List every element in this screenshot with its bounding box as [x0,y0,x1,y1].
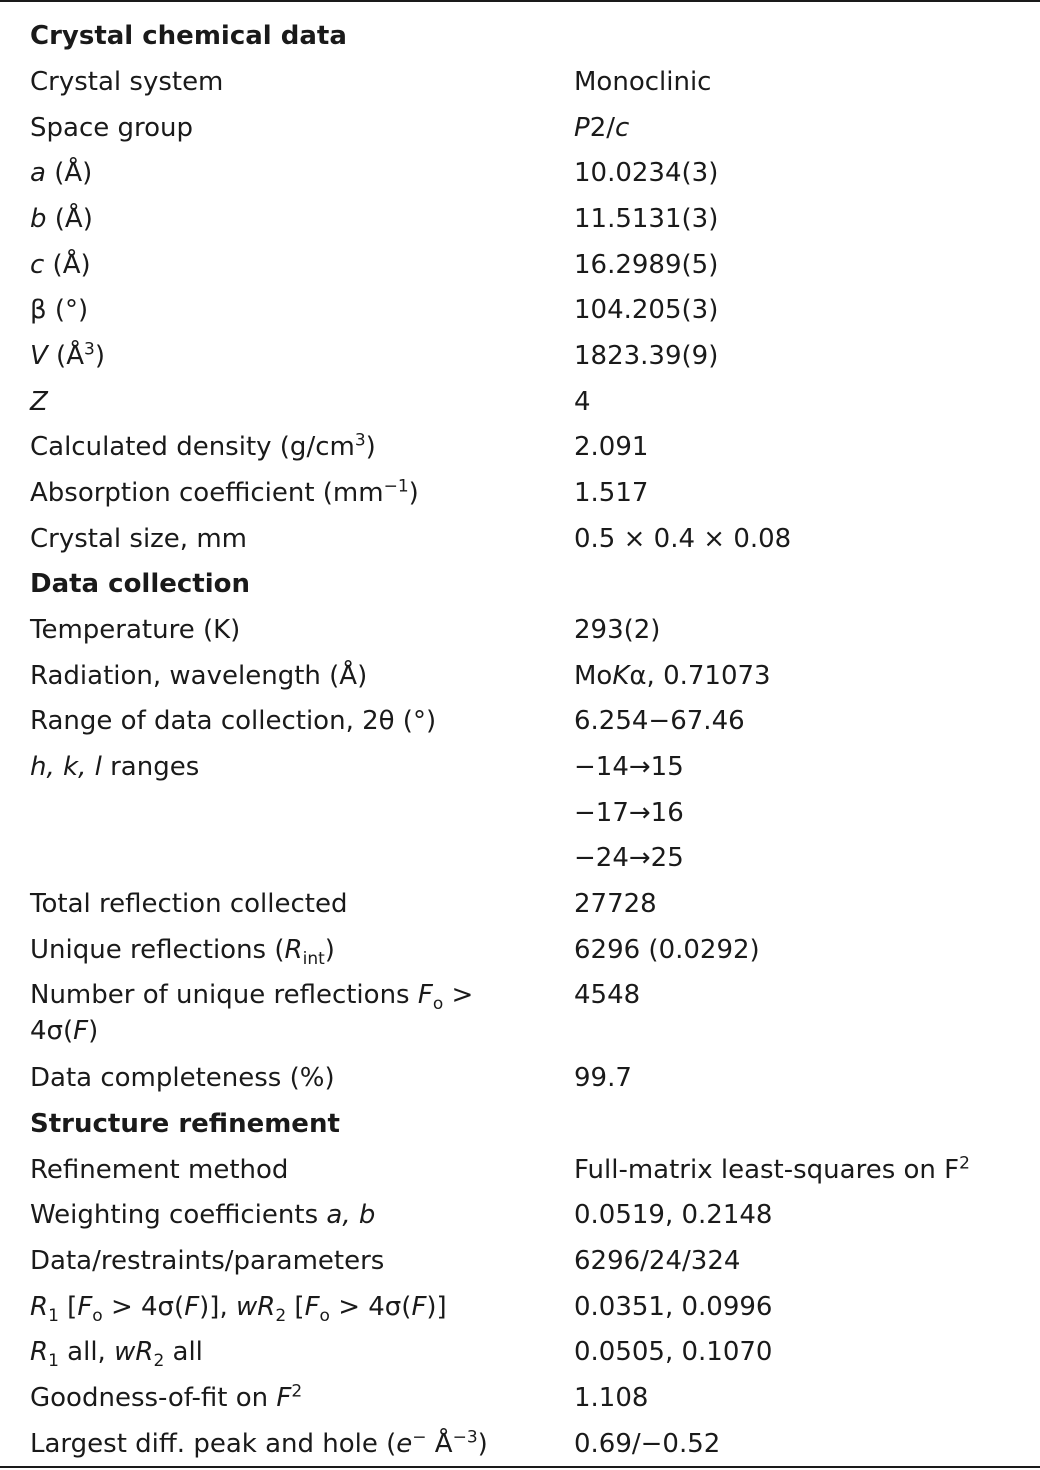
row-label: Unique reflections $(R_{int})$ [30,935,335,970]
section-label: Crystal chemical data [30,21,347,51]
row-value: 16.2989(5) [574,250,719,280]
row-value: 6296/24/324 [574,1246,741,1276]
row-label: Goodness-of-fit on $F^2$ [30,1381,303,1413]
section-label: Structure refinement [30,1109,340,1139]
row-label: Crystal size, mm [30,524,247,554]
row-label: Calculated density $(g/cm^3)$ [30,430,376,462]
row-label: c (Å) [30,250,91,280]
row-value: 4548 [574,980,641,1010]
row-label: V $(Å^3)$ [30,339,105,371]
row-value: 10.0234(3) [574,158,719,188]
row-label: Radiation, wavelength (Å) [30,661,368,691]
table-bottom-rule [0,1466,1040,1468]
row-value: 0.0505, 0.1070 [574,1337,773,1367]
row-label: Range of data collection, 2θ (°) [30,706,437,736]
row-value: 0.69/−0.52 [574,1429,721,1459]
row-value: 2.091 [574,432,649,462]
row-value: −14→15 [574,752,684,782]
row-label: Number of unique reflections $F_o$ > 4σ(F) [30,980,474,1046]
row-label: $R_1$ all, $wR_2$ all [30,1337,203,1372]
row-label: Z [30,387,48,417]
row-value: 1.517 [574,478,649,508]
row-label: Space group [30,113,194,143]
row-label: b (Å) [30,204,93,234]
table-top-rule [0,0,1040,2]
row-value: −24→25 [574,843,684,873]
row-label: Temperature (K) [30,615,241,645]
row-value: 11.5131(3) [574,204,719,234]
section-label: Data collection [30,569,251,599]
row-label: Data completeness (%) [30,1063,335,1093]
row-value: 6296 (0.0292) [574,935,760,965]
row-value: −17→16 [574,798,684,828]
row-value: P2/c [574,113,630,143]
row-label: h, k, l ranges [30,752,200,782]
row-label: β (°) [30,295,89,325]
row-value: 0.5 × 0.4 × 0.08 [574,524,792,554]
row-value: 99.7 [574,1063,632,1093]
row-label: Weighting coefficients a, b [30,1200,376,1230]
row-label: Crystal system [30,67,224,97]
row-value: 27728 [574,889,657,919]
row-value: MoKα, 0.71073 [574,661,771,691]
row-value: 293(2) [574,615,661,645]
row-value: 1.108 [574,1383,649,1413]
row-value: 0.0351, 0.0996 [574,1292,773,1322]
row-value: 104.205(3) [574,295,719,325]
row-label: $R_1$ $[F_o > 4\sigma(F)]$, $wR_2$ $[F_o > 4\sigma(F)]$ [30,1292,447,1327]
row-label: Refinement method [30,1155,289,1185]
row-value: 4 [574,387,591,417]
row-label: a (Å) [30,158,93,188]
row-value: Full-matrix least-squares on $F^2$ [574,1153,970,1185]
row-value: 0.0519, 0.2148 [574,1200,773,1230]
row-label: Data/restraints/parameters [30,1246,385,1276]
row-label: Total reflection collected [30,889,348,919]
row-value: Monoclinic [574,67,712,97]
row-label: Absorption coefficient $(mm^{-1})$ [30,476,419,508]
row-value: 6.254−67.46 [574,706,745,736]
row-value: 1823.39(9) [574,341,719,371]
row-label: Largest diff. peak and hole (e− $Å^{-3}$) [30,1427,488,1459]
